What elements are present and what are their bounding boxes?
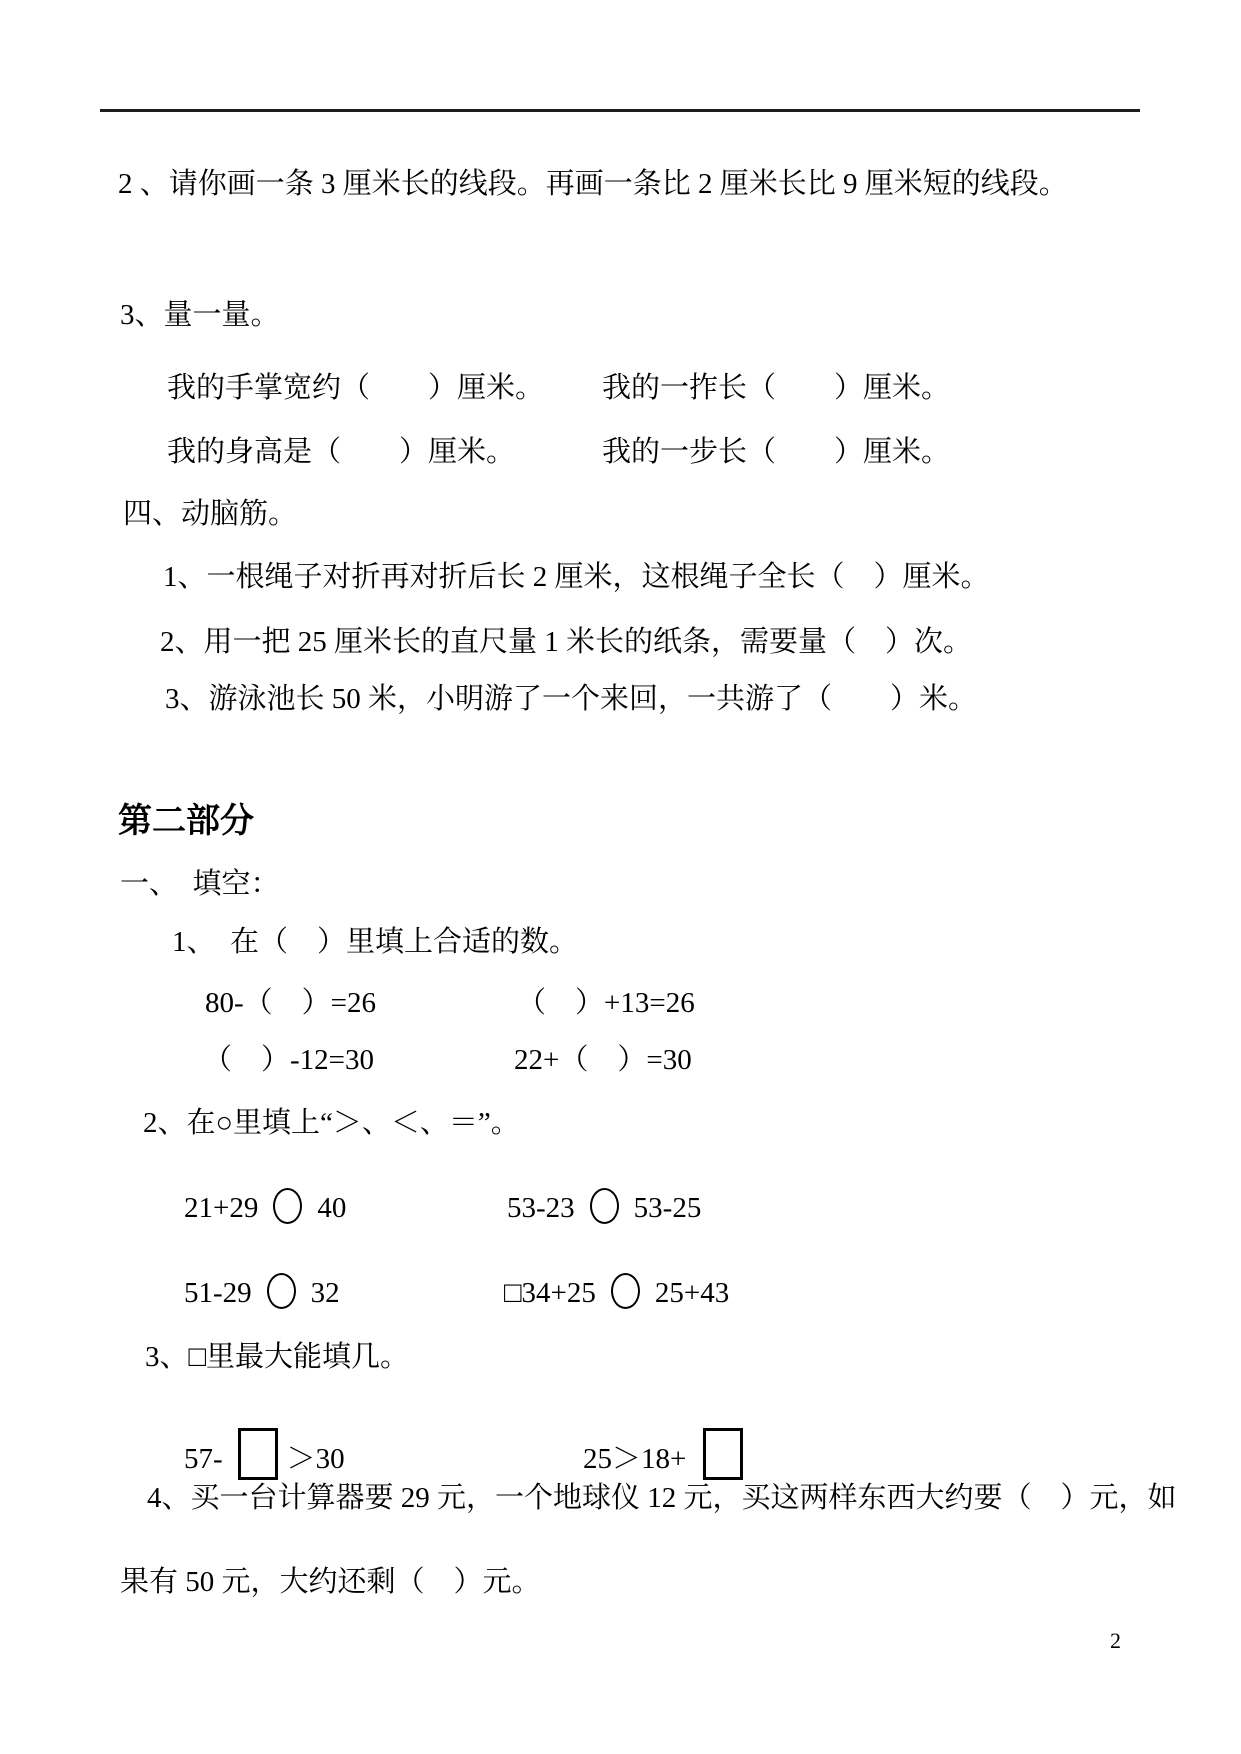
maxfill-expression-prefix: 57- xyxy=(184,1443,223,1475)
equation-row-1 xyxy=(0,983,1241,1023)
equation-row-2 xyxy=(0,1040,1241,1080)
measure-height: 我的身高是（ ）厘米。 xyxy=(167,436,516,468)
maxfill-q3-title: 3、□里最大能填几。 xyxy=(145,1341,410,1373)
comparison-circle xyxy=(273,1188,302,1224)
measure-row-2 xyxy=(0,432,1241,472)
measure-handspan: 我的手掌宽约（ ）厘米。 xyxy=(167,372,545,404)
compare-left-expression: 51-29 xyxy=(184,1277,252,1309)
compare-left-expression: 21+29 xyxy=(184,1192,259,1224)
question-draw-segment: 2 、请你画一条 3 厘米长的线段。再画一条比 2 厘米长比 9 厘米短的线段。 xyxy=(118,168,1068,200)
fill-blank-section-title: 一、 填空： xyxy=(120,868,280,900)
section-four-title: 四、动脑筋。 xyxy=(123,498,298,530)
word-problem-q4-line2: 果有 50 元，大约还剩（ ）元。 xyxy=(120,1566,541,1598)
compare-right-expression: 53-25 xyxy=(633,1192,702,1224)
answer-box xyxy=(238,1428,278,1480)
brainteaser-ruler: 2、用一把 25 厘米长的直尺量 1 米长的纸条，需要量（ ）次。 xyxy=(160,626,973,658)
maxfill-expression-prefix: 25＞18+ xyxy=(583,1443,687,1475)
measure-zha: 我的一拃长（ ）厘米。 xyxy=(602,372,951,404)
compare-21-29-vs-40 xyxy=(184,1188,346,1228)
compare-q2-title: 2、在○里填上“＞、＜、＝”。 xyxy=(143,1107,520,1139)
comparison-circle xyxy=(267,1273,296,1309)
equation-plus-13: （ ）+13=26 xyxy=(517,987,695,1019)
compare-row-1 xyxy=(0,1188,1241,1228)
question-measure-title: 3、量一量。 xyxy=(120,299,280,331)
brainteaser-pool: 3、游泳池长 50 米，小明游了一个来回，一共游了（ ）米。 xyxy=(165,683,978,715)
brainteaser-rope: 1、一根绳子对折再对折后长 2 厘米，这根绳子全长（ ）厘米。 xyxy=(163,561,990,593)
compare-34-25-vs-25-43 xyxy=(504,1273,729,1313)
compare-right-expression: 40 xyxy=(317,1192,347,1224)
measure-step: 我的一步长（ ）厘米。 xyxy=(602,436,951,468)
compare-left-expression: □34+25 xyxy=(504,1277,596,1309)
compare-51-29-vs-32 xyxy=(184,1273,340,1313)
compare-right-expression: 32 xyxy=(310,1277,340,1309)
maxfill-row xyxy=(0,1428,1241,1475)
comparison-circle xyxy=(611,1273,640,1309)
maxfill-25-gt-18-plus-box xyxy=(583,1428,743,1475)
compare-left-expression: 53-23 xyxy=(507,1192,575,1224)
measure-row-1 xyxy=(0,368,1241,408)
maxfill-57-minus-box xyxy=(184,1428,345,1475)
part-two-heading: 第二部分 xyxy=(118,803,254,840)
page-number: 2 xyxy=(1110,1628,1121,1653)
equation-80-minus: 80-（ ）=26 xyxy=(205,987,377,1019)
word-problem-q4-line1: 4、买一台计算器要 29 元，一个地球仪 12 元，买这两样东西大约要（ ）元，如 xyxy=(147,1482,1177,1514)
answer-box xyxy=(703,1428,743,1480)
header-rule xyxy=(100,109,1140,112)
compare-right-expression: 25+43 xyxy=(654,1277,730,1309)
comparison-circle xyxy=(590,1188,619,1224)
compare-53-23-vs-53-25 xyxy=(507,1188,701,1228)
equation-22-plus: 22+（ ）=30 xyxy=(514,1044,692,1076)
compare-row-2 xyxy=(0,1273,1241,1313)
equation-minus-12: （ ）-12=30 xyxy=(203,1044,375,1076)
maxfill-expression-suffix: ＞30 xyxy=(286,1443,345,1475)
fill-blank-q1-title: 1、 在（ ）里填上合适的数。 xyxy=(172,926,579,958)
